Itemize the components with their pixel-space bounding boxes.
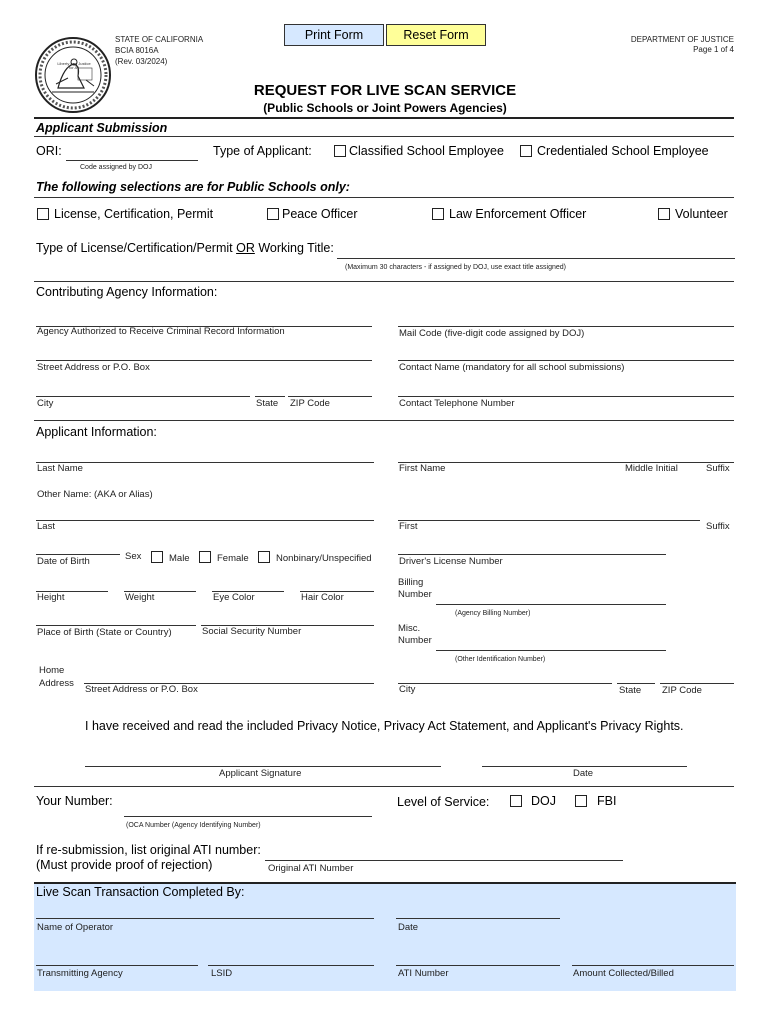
other-name-label: Other Name: (AKA or Alias)	[37, 489, 153, 500]
transaction-date-label: Date	[398, 922, 419, 933]
pob-field[interactable]	[36, 625, 196, 626]
state-seal	[34, 36, 112, 114]
dob-label: Date of Birth	[37, 556, 90, 567]
applicant-type-label: Type of Applicant:	[213, 144, 312, 158]
classified-checkbox[interactable]	[334, 145, 346, 157]
home-label-2: Address	[39, 678, 74, 689]
proof-label: (Must provide proof of rejection)	[36, 858, 213, 872]
amount-label: Amount Collected/Billed	[573, 968, 674, 979]
agency-zip-label: ZIP Code	[290, 398, 330, 409]
fbi-label: FBI	[597, 794, 617, 808]
billing-note: (Agency Billing Number)	[455, 610, 531, 617]
working-title-field[interactable]	[337, 258, 735, 259]
aka-first-label: First	[399, 521, 418, 532]
contact-phone-field[interactable]	[398, 396, 734, 397]
billing-label-1: Billing	[398, 577, 424, 588]
agency-zip-field[interactable]	[288, 396, 372, 397]
seal-motto: Liberty and Justice for All	[57, 61, 91, 70]
transmitting-agency-field[interactable]	[36, 965, 198, 966]
oca-note: (OCA Number (Agency Identifying Number)	[126, 822, 261, 829]
your-number-label: Your Number:	[36, 794, 113, 808]
agency-street-field[interactable]	[36, 360, 372, 361]
agency-street-label: Street Address or P.O. Box	[37, 362, 150, 373]
classified-label: Classified School Employee	[349, 144, 504, 158]
middle-initial-label: Middle Initial	[625, 463, 678, 474]
privacy-statement: I have received and read the included Privacy Notice, Privacy Act Statement, and Applicant's Privacy Rights.	[85, 719, 684, 733]
drivers-license-field[interactable]	[398, 554, 666, 555]
aka-last-field[interactable]	[36, 520, 374, 521]
divider	[34, 136, 734, 137]
ori-label: ORI:	[36, 144, 62, 158]
home-state-field[interactable]	[617, 683, 655, 684]
contact-name-field[interactable]	[398, 360, 734, 361]
signature-label: Applicant Signature	[219, 768, 302, 779]
home-street-label: Street Address or P.O. Box	[85, 684, 198, 695]
home-city-label: City	[399, 684, 416, 695]
working-title-note: (Maximum 30 characters - if assigned by DOJ, use exact title assigned)	[345, 264, 566, 271]
nonbinary-checkbox[interactable]	[258, 551, 270, 563]
page-number: Page 1 of 4	[693, 45, 734, 54]
agency-state-label: State	[256, 398, 279, 409]
divider	[34, 197, 734, 198]
operator-label: Name of Operator	[37, 922, 114, 933]
first-name-label: First Name	[399, 463, 446, 474]
agency-heading: Contributing Agency Information:	[36, 285, 218, 299]
public-schools-heading: The following selections are for Public Schools only:	[36, 180, 350, 194]
divider	[34, 281, 734, 282]
eye-color-label: Eye Color	[213, 592, 255, 603]
credentialed-checkbox[interactable]	[520, 145, 532, 157]
drivers-license-label: Driver's License Number	[399, 556, 503, 567]
law-enforcement-checkbox[interactable]	[432, 208, 444, 220]
misc-number-field[interactable]	[436, 650, 666, 651]
your-number-field[interactable]	[124, 816, 372, 817]
form-title: REQUEST FOR LIVE SCAN SERVICE	[253, 82, 517, 99]
lsid-field[interactable]	[208, 965, 374, 966]
home-zip-label: ZIP Code	[662, 685, 702, 696]
misc-label-2: Number	[398, 635, 432, 646]
ori-note: Code assigned by DOJ	[80, 164, 152, 171]
last-name-field[interactable]	[36, 462, 374, 463]
last-name-label: Last Name	[37, 463, 83, 474]
ori-field[interactable]	[66, 160, 198, 161]
agency-city-field[interactable]	[36, 396, 250, 397]
misc-note: (Other Identification Number)	[455, 656, 546, 663]
contact-phone-label: Contact Telephone Number	[399, 398, 515, 409]
operator-field[interactable]	[36, 918, 374, 919]
pob-label: Place of Birth (State or Country)	[37, 627, 172, 638]
female-checkbox[interactable]	[199, 551, 211, 563]
billing-label-2: Number	[398, 589, 432, 600]
department-name: DEPARTMENT OF JUSTICE	[630, 35, 734, 44]
divider	[34, 420, 734, 421]
form-id: BCIA 8016A	[115, 46, 159, 55]
mail-code-label: Mail Code (five-digit code assigned by DOJ)	[399, 328, 585, 339]
signature-date-field[interactable]	[482, 766, 687, 767]
amount-field[interactable]	[572, 965, 734, 966]
license-label: License, Certification, Permit	[54, 207, 214, 221]
home-label-1: Home	[39, 665, 65, 676]
live-scan-heading: Live Scan Transaction Completed By:	[36, 885, 245, 899]
suffix-label: Suffix	[706, 463, 730, 474]
level-of-service-label: Level of Service:	[397, 795, 490, 809]
signature-date-label: Date	[573, 768, 594, 779]
height-label: Height	[37, 592, 65, 603]
female-label: Female	[217, 553, 249, 564]
ati-number-field[interactable]	[396, 965, 560, 966]
agency-auth-label: Agency Authorized to Receive Criminal Record Information	[37, 326, 285, 337]
law-enforcement-label: Law Enforcement Officer	[449, 207, 587, 221]
applicant-submission-heading: Applicant Submission	[36, 121, 168, 135]
credentialed-label: Credentialed School Employee	[537, 144, 709, 158]
male-label: Male	[169, 553, 190, 564]
dob-field[interactable]	[36, 554, 120, 555]
transaction-date-field[interactable]	[396, 918, 560, 919]
weight-label: Weight	[125, 592, 155, 603]
doj-label: DOJ	[531, 794, 556, 808]
transmitting-agency-label: Transmitting Agency	[37, 968, 123, 979]
applicant-info-heading: Applicant Information:	[36, 425, 157, 439]
license-checkbox[interactable]	[37, 208, 49, 220]
home-zip-field[interactable]	[660, 683, 734, 684]
divider	[34, 117, 734, 119]
misc-label-1: Misc.	[398, 623, 421, 634]
volunteer-checkbox[interactable]	[658, 208, 670, 220]
mail-code-field[interactable]	[398, 326, 734, 327]
working-title-label: Type of License/Certification/Permit OR Working Title:	[36, 241, 334, 255]
sex-label: Sex	[125, 551, 142, 562]
peace-officer-label: Peace Officer	[282, 207, 358, 221]
contact-name-label: Contact Name (mandatory for all school submissions)	[399, 362, 625, 373]
doj-checkbox[interactable]	[510, 795, 522, 807]
resubmission-label: If re-submission, list original ATI number:	[36, 843, 261, 857]
aka-last-label: Last	[37, 521, 55, 532]
lsid-label: LSID	[211, 968, 233, 979]
original-ati-field[interactable]	[265, 860, 623, 861]
form-subtitle: (Public Schools or Joint Powers Agencies)	[263, 101, 507, 115]
home-state-label: State	[619, 685, 642, 696]
hair-color-label: Hair Color	[301, 592, 344, 603]
peace-officer-checkbox[interactable]	[267, 208, 279, 220]
reset-form-button[interactable]: Reset Form	[386, 24, 486, 46]
agency-city-label: City	[37, 398, 54, 409]
form-revision: (Rev. 03/2024)	[115, 57, 168, 66]
signature-field[interactable]	[85, 766, 441, 767]
divider	[34, 786, 734, 787]
agency-state-field[interactable]	[255, 396, 285, 397]
ssn-label: Social Security Number	[202, 626, 302, 637]
aka-first-field[interactable]	[398, 520, 700, 521]
state-name: STATE OF CALIFORNIA	[115, 35, 204, 44]
fbi-checkbox[interactable]	[575, 795, 587, 807]
male-checkbox[interactable]	[151, 551, 163, 563]
first-name-field[interactable]	[398, 462, 734, 463]
home-city-field[interactable]	[398, 683, 612, 684]
original-ati-label: Original ATI Number	[268, 863, 354, 874]
ati-number-label: ATI Number	[398, 968, 449, 979]
print-form-button[interactable]: Print Form	[284, 24, 384, 46]
aka-suffix-label: Suffix	[706, 521, 730, 532]
volunteer-label: Volunteer	[675, 207, 728, 221]
billing-number-field[interactable]	[436, 604, 666, 605]
nonbinary-label: Nonbinary/Unspecified	[276, 553, 372, 564]
